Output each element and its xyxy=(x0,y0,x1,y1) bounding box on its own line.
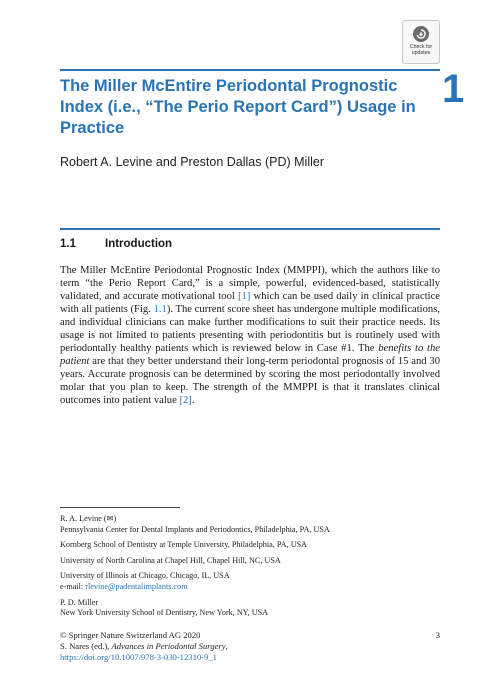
body-paragraph xyxy=(60,264,440,407)
affiliation: University of North Carolina at Chapel Hill, Chapel Hill, NC, USA xyxy=(60,555,281,565)
author-name: P. D. Miller xyxy=(60,597,99,607)
section-heading xyxy=(60,237,440,251)
body-text-segment: . xyxy=(191,395,195,406)
chapter-authors: Robert A. Levine and Preston Dallas (PD) Miller xyxy=(60,155,325,169)
copyright: © Springer Nature Switzerland AG 2020 xyxy=(60,630,201,640)
email-link[interactable]: rlevine@padentalimplants.com xyxy=(85,581,188,591)
author-affiliations xyxy=(60,514,440,624)
author-name: R. A. Levine (✉) xyxy=(60,514,117,523)
email-label: e-mail: xyxy=(60,581,86,591)
body-text-segment: ). The current score sheet has undergone multiple modifications, and individual clinicians can make further modifications to suit their practice needs. Its usage is not limited to patients presenting with periodontitis but is routinely used with periodontally healthy patients which is reviewed below in Case #1. The xyxy=(60,304,440,354)
affiliation: Pennsylvania Center for Dental Implants and Periodontics, Philadelphia, PA, USA xyxy=(60,524,330,534)
body-text-segment: The Miller McEntire Periodontal Prognostic Index (MMPPI), which the authors like to term “the Perio Report Card,” is a simple, powerful, evidenced-based, statistically validated, and accurate motivational tool xyxy=(60,265,440,302)
citation-punct: , xyxy=(225,641,228,651)
body-text-segment: are that they better understand their long-term periodontal prognosis of 15 and 30 years. Accurate prognosis can be determined by scoring the most periodontally involved molar that you plan to keep. The strength of the MMPPI is that it translates clinical outcomes into patient value xyxy=(60,356,440,406)
affiliation: New York University School of Dentistry, New York, NY, USA xyxy=(60,608,269,618)
check-for-updates-badge[interactable] xyxy=(402,20,440,64)
reference-link-1[interactable]: [1] xyxy=(238,291,251,302)
badge-label: Check for updates xyxy=(409,44,433,56)
updates-icon xyxy=(413,26,429,42)
chapter-number: 1 xyxy=(442,67,465,111)
title-rule xyxy=(60,69,440,71)
footnote-rule xyxy=(60,507,180,508)
section-rule xyxy=(60,228,440,230)
page-number: 3 xyxy=(435,630,440,640)
affiliation: Kornberg School of Dentistry at Temple University, Philadelphia, PA, USA xyxy=(60,540,308,550)
editor-text: S. Nares (ed.), xyxy=(60,641,112,651)
email-line xyxy=(60,582,440,593)
chapter-title: The Miller McEntire Periodontal Prognostic Index (i.e., “The Perio Report Card”) Usage in Practice xyxy=(60,77,416,137)
section-title: Introduction xyxy=(105,238,173,250)
book-title: Advances in Periodontal Surgery xyxy=(111,641,226,651)
page-footer xyxy=(60,630,440,663)
book-citation xyxy=(60,641,440,652)
section-number: 1.1 xyxy=(60,238,76,250)
emphasis-text: benefits to the patient xyxy=(60,343,440,367)
doi-link[interactable]: https://doi.org/10.1007/978-3-030-12310-9_1 xyxy=(60,652,217,662)
reference-link-2[interactable]: [2] xyxy=(179,395,192,406)
figure-link[interactable]: 1.1 xyxy=(153,304,167,315)
affiliation: University of Illinois at Chicago, Chicago, IL, USA xyxy=(60,571,230,581)
body-text-segment: which can be used daily in clinical practice with all patients (Fig. xyxy=(60,291,440,315)
